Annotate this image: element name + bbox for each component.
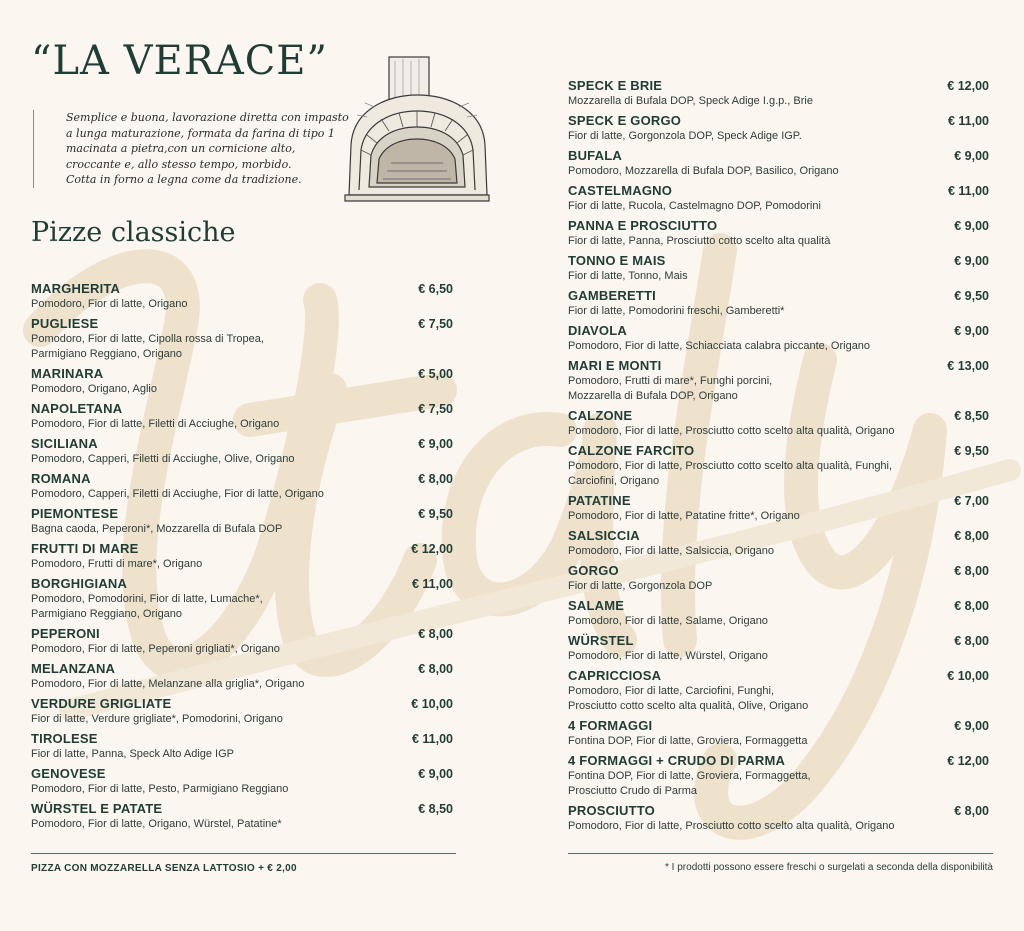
- item-description: Fior di latte, Verdure grigliate*, Pomodorini, Origano: [31, 713, 283, 725]
- item-price: € 11,00: [411, 732, 453, 746]
- menu-item: [568, 718, 989, 749]
- item-name: 4 FORMAGGI + CRUDO DI PARMA: [568, 753, 786, 768]
- item-price: € 8,00: [954, 804, 989, 818]
- item-name: ROMANA: [31, 471, 91, 486]
- item-name: BUFALA: [568, 148, 622, 163]
- item-description: Pomodoro, Fior di latte, Prosciutto cotto scelto alta qualità, Origano: [568, 425, 895, 437]
- item-name: CASTELMAGNO: [568, 183, 673, 198]
- divider: [31, 853, 456, 854]
- menu-item: [568, 563, 989, 594]
- item-name: TIROLESE: [31, 731, 98, 746]
- item-name: BORGHIGIANA: [31, 576, 128, 591]
- item-description: Pomodoro, Origano, Aglio: [31, 383, 157, 395]
- item-description: Pomodoro, Fior di latte, Pesto, Parmigiano Reggiano: [31, 783, 289, 795]
- menu-item: [31, 401, 453, 432]
- item-price: € 8,00: [954, 529, 989, 543]
- item-price: € 6,50: [418, 282, 453, 296]
- menu-item: [31, 281, 453, 312]
- item-name: GAMBERETTI: [568, 288, 656, 303]
- item-description: Pomodoro, Fior di latte, Filetti di Acciughe, Origano: [31, 418, 280, 430]
- item-price: € 10,00: [411, 697, 453, 711]
- item-description: Pomodoro, Fior di latte, Origano, Würstel, Patatine*: [31, 818, 282, 830]
- menu-item: [568, 288, 989, 319]
- item-name: MARI E MONTI: [568, 358, 662, 373]
- menu-item: [31, 506, 453, 537]
- item-price: € 8,50: [954, 409, 989, 423]
- item-price: € 9,00: [954, 149, 989, 163]
- item-name: CALZONE: [568, 408, 633, 423]
- menu-item: [31, 471, 453, 502]
- item-description: Pomodoro, Fior di latte, Patatine fritte*, Origano: [568, 510, 800, 522]
- item-description: Pomodoro, Fior di latte, Schiacciata calabra piccante, Origano: [568, 340, 871, 352]
- item-name: DIAVOLA: [568, 323, 627, 338]
- item-price: € 8,00: [954, 564, 989, 578]
- item-name: SPECK E BRIE: [568, 78, 663, 93]
- item-price: € 12,00: [947, 754, 989, 768]
- item-name: SALSICCIA: [568, 528, 640, 543]
- item-name: PROSCIUTTO: [568, 803, 655, 818]
- item-description: Pomodoro, Fior di latte, Prosciutto cotto scelto alta qualità, Origano: [568, 820, 895, 832]
- menu-item: [31, 801, 453, 832]
- intro-line: Cotta in forno a legna come da tradizione.: [66, 173, 302, 186]
- item-description: Pomodoro, Pomodorini, Fior di latte, Lumache*, Parmigiano Reggiano, Origano: [31, 593, 263, 620]
- item-price: € 12,00: [411, 542, 453, 556]
- menu-item: [568, 183, 989, 214]
- menu-column-left: [31, 281, 453, 836]
- item-description: Mozzarella di Bufala DOP, Speck Adige I.g.p., Brie: [568, 95, 813, 107]
- menu-item: [31, 541, 453, 572]
- item-price: € 8,50: [418, 802, 453, 816]
- item-price: € 9,50: [954, 444, 989, 458]
- wood-fired-oven-icon: [337, 55, 497, 205]
- menu-item: [568, 633, 989, 664]
- item-description: Pomodoro, Fior di latte, Melanzane alla griglia*, Origano: [31, 678, 305, 690]
- menu-item: [568, 218, 989, 249]
- item-name: PANNA E PROSCIUTTO: [568, 218, 718, 233]
- item-price: € 11,00: [411, 577, 453, 591]
- item-description: Pomodoro, Capperi, Filetti di Acciughe, Olive, Origano: [31, 453, 295, 465]
- item-price: € 9,00: [954, 324, 989, 338]
- intro-line: Semplice e buona, lavorazione diretta con impasto: [66, 111, 349, 124]
- item-name: MELANZANA: [31, 661, 116, 676]
- item-price: € 9,50: [418, 507, 453, 521]
- item-price: € 8,00: [418, 627, 453, 641]
- menu-item: [568, 493, 989, 524]
- menu-item: [31, 576, 453, 622]
- item-price: € 5,00: [418, 367, 453, 381]
- item-name: VERDURE GRIGLIATE: [31, 696, 172, 711]
- item-price: € 7,50: [418, 317, 453, 331]
- section-title: Pizze classiche: [31, 217, 236, 248]
- item-description: Fior di latte, Panna, Prosciutto cotto scelto alta qualità: [568, 235, 831, 247]
- menu-item: [568, 253, 989, 284]
- item-description: Fior di latte, Tonno, Mais: [568, 270, 688, 282]
- item-price: € 9,00: [418, 437, 453, 451]
- item-price: € 8,00: [418, 472, 453, 486]
- item-description: Pomodoro, Fior di latte, Salsiccia, Origano: [568, 545, 775, 557]
- item-description: Pomodoro, Capperi, Filetti di Acciughe, Fior di latte, Origano: [31, 488, 324, 500]
- menu-item: [31, 766, 453, 797]
- menu-item: [31, 366, 453, 397]
- item-description: Fior di latte, Gorgonzola DOP: [568, 580, 713, 592]
- page-title: “LA VERACE”: [31, 38, 328, 84]
- item-name: PIEMONTESE: [31, 506, 119, 521]
- item-name: SICILIANA: [31, 436, 98, 451]
- item-price: € 7,50: [418, 402, 453, 416]
- divider: [568, 853, 993, 854]
- item-price: € 9,00: [954, 719, 989, 733]
- item-description: Pomodoro, Fior di latte, Salame, Origano: [568, 615, 768, 627]
- item-name: SALAME: [568, 598, 625, 613]
- menu-item: [568, 753, 989, 799]
- item-description: Bagna caoda, Peperoni*, Mozzarella di Bufala DOP: [31, 523, 283, 535]
- item-name: 4 FORMAGGI: [568, 718, 653, 733]
- menu-item: [31, 436, 453, 467]
- item-description: Fior di latte, Pomodorini freschi, Gamberetti*: [568, 305, 785, 317]
- item-name: GORGO: [568, 563, 619, 578]
- item-description: Pomodoro, Fior di latte, Cipolla rossa di Tropea, Parmigiano Reggiano, Origano: [31, 333, 264, 360]
- menu-item: [568, 113, 989, 144]
- intro-text: [33, 110, 376, 188]
- item-name: PEPERONI: [31, 626, 100, 641]
- menu-item: [568, 598, 989, 629]
- item-price: € 9,00: [418, 767, 453, 781]
- item-price: € 7,00: [954, 494, 989, 508]
- item-description: Pomodoro, Fior di latte, Peperoni grigliati*, Origano: [31, 643, 280, 655]
- item-price: € 13,00: [947, 359, 989, 373]
- item-name: WÜRSTEL E PATATE: [31, 801, 163, 816]
- item-description: Fior di latte, Gorgonzola DOP, Speck Adige IGP.: [568, 130, 802, 142]
- menu-item: [568, 148, 989, 179]
- menu-item: [568, 358, 989, 404]
- item-price: € 9,00: [954, 219, 989, 233]
- item-description: Pomodoro, Fior di latte, Origano: [31, 298, 188, 310]
- item-name: TONNO E MAIS: [568, 253, 666, 268]
- intro-line: croccante e, allo stesso tempo, morbido.: [66, 157, 292, 171]
- item-name: SPECK E GORGO: [568, 113, 682, 128]
- item-price: € 8,00: [954, 599, 989, 613]
- item-name: PUGLIESE: [31, 316, 99, 331]
- item-description: Pomodoro, Frutti di mare*, Origano: [31, 558, 203, 570]
- item-price: € 9,00: [954, 254, 989, 268]
- item-name: CAPRICCIOSA: [568, 668, 662, 683]
- item-name: NAPOLETANA: [31, 401, 123, 416]
- item-price: € 8,00: [418, 662, 453, 676]
- item-name: CALZONE FARCITO: [568, 443, 695, 458]
- item-description: Pomodoro, Frutti di mare*, Funghi porcini, Mozzarella di Bufala DOP, Origano: [568, 375, 773, 402]
- item-description: Fior di latte, Rucola, Castelmagno DOP, Pomodorini: [568, 200, 821, 212]
- menu-item: [568, 528, 989, 559]
- item-name: GENOVESE: [31, 766, 106, 781]
- item-description: Fontina DOP, Fior di latte, Groviera, Formaggetta, Prosciutto Crudo di Parma: [568, 770, 811, 797]
- item-description: Pomodoro, Mozzarella di Bufala DOP, Basilico, Origano: [568, 165, 839, 177]
- menu-item: [568, 323, 989, 354]
- menu-item: [31, 626, 453, 657]
- intro-line: a lunga maturazione, formata da farina di tipo 1: [66, 126, 335, 140]
- item-description: Pomodoro, Fior di latte, Würstel, Origano: [568, 650, 768, 662]
- item-name: WÜRSTEL: [568, 633, 634, 648]
- menu-item: [568, 408, 989, 439]
- item-price: € 11,00: [947, 114, 989, 128]
- item-price: € 10,00: [947, 669, 989, 683]
- item-price: € 12,00: [947, 79, 989, 93]
- menu-item: [568, 78, 989, 109]
- item-name: FRUTTI DI MARE: [31, 541, 139, 556]
- item-name: PATATINE: [568, 493, 631, 508]
- menu-item: [31, 661, 453, 692]
- item-description: Fior di latte, Panna, Speck Alto Adige IGP: [31, 748, 235, 760]
- item-description: Pomodoro, Fior di latte, Prosciutto cotto scelto alta qualità, Funghi, Carciofini, Origano: [568, 460, 893, 487]
- intro-line: macinata a pietra,con un cornicione alto,: [66, 142, 296, 155]
- menu-item: [31, 316, 453, 362]
- lactose-free-note: PIZZA CON MOZZARELLA SENZA LATTOSIO + € 2,00: [31, 863, 297, 874]
- item-price: € 9,50: [954, 289, 989, 303]
- item-name: MARGHERITA: [31, 281, 121, 296]
- menu-item: [31, 696, 453, 727]
- item-description: Fontina DOP, Fior di latte, Groviera, Formaggetta: [568, 735, 808, 747]
- item-price: € 11,00: [947, 184, 989, 198]
- item-description: Pomodoro, Fior di latte, Carciofini, Funghi, Prosciutto cotto scelto alta qualità, Olive, Origano: [568, 685, 809, 712]
- item-name: MARINARA: [31, 366, 104, 381]
- item-price: € 8,00: [954, 634, 989, 648]
- frozen-products-note: * I prodotti possono essere freschi o surgelati a seconda della disponibilità: [665, 862, 993, 873]
- menu-column-right: [568, 78, 989, 838]
- menu-item: [568, 443, 989, 489]
- menu-item: [31, 731, 453, 762]
- menu-item: [568, 668, 989, 714]
- menu-item: [568, 803, 989, 834]
